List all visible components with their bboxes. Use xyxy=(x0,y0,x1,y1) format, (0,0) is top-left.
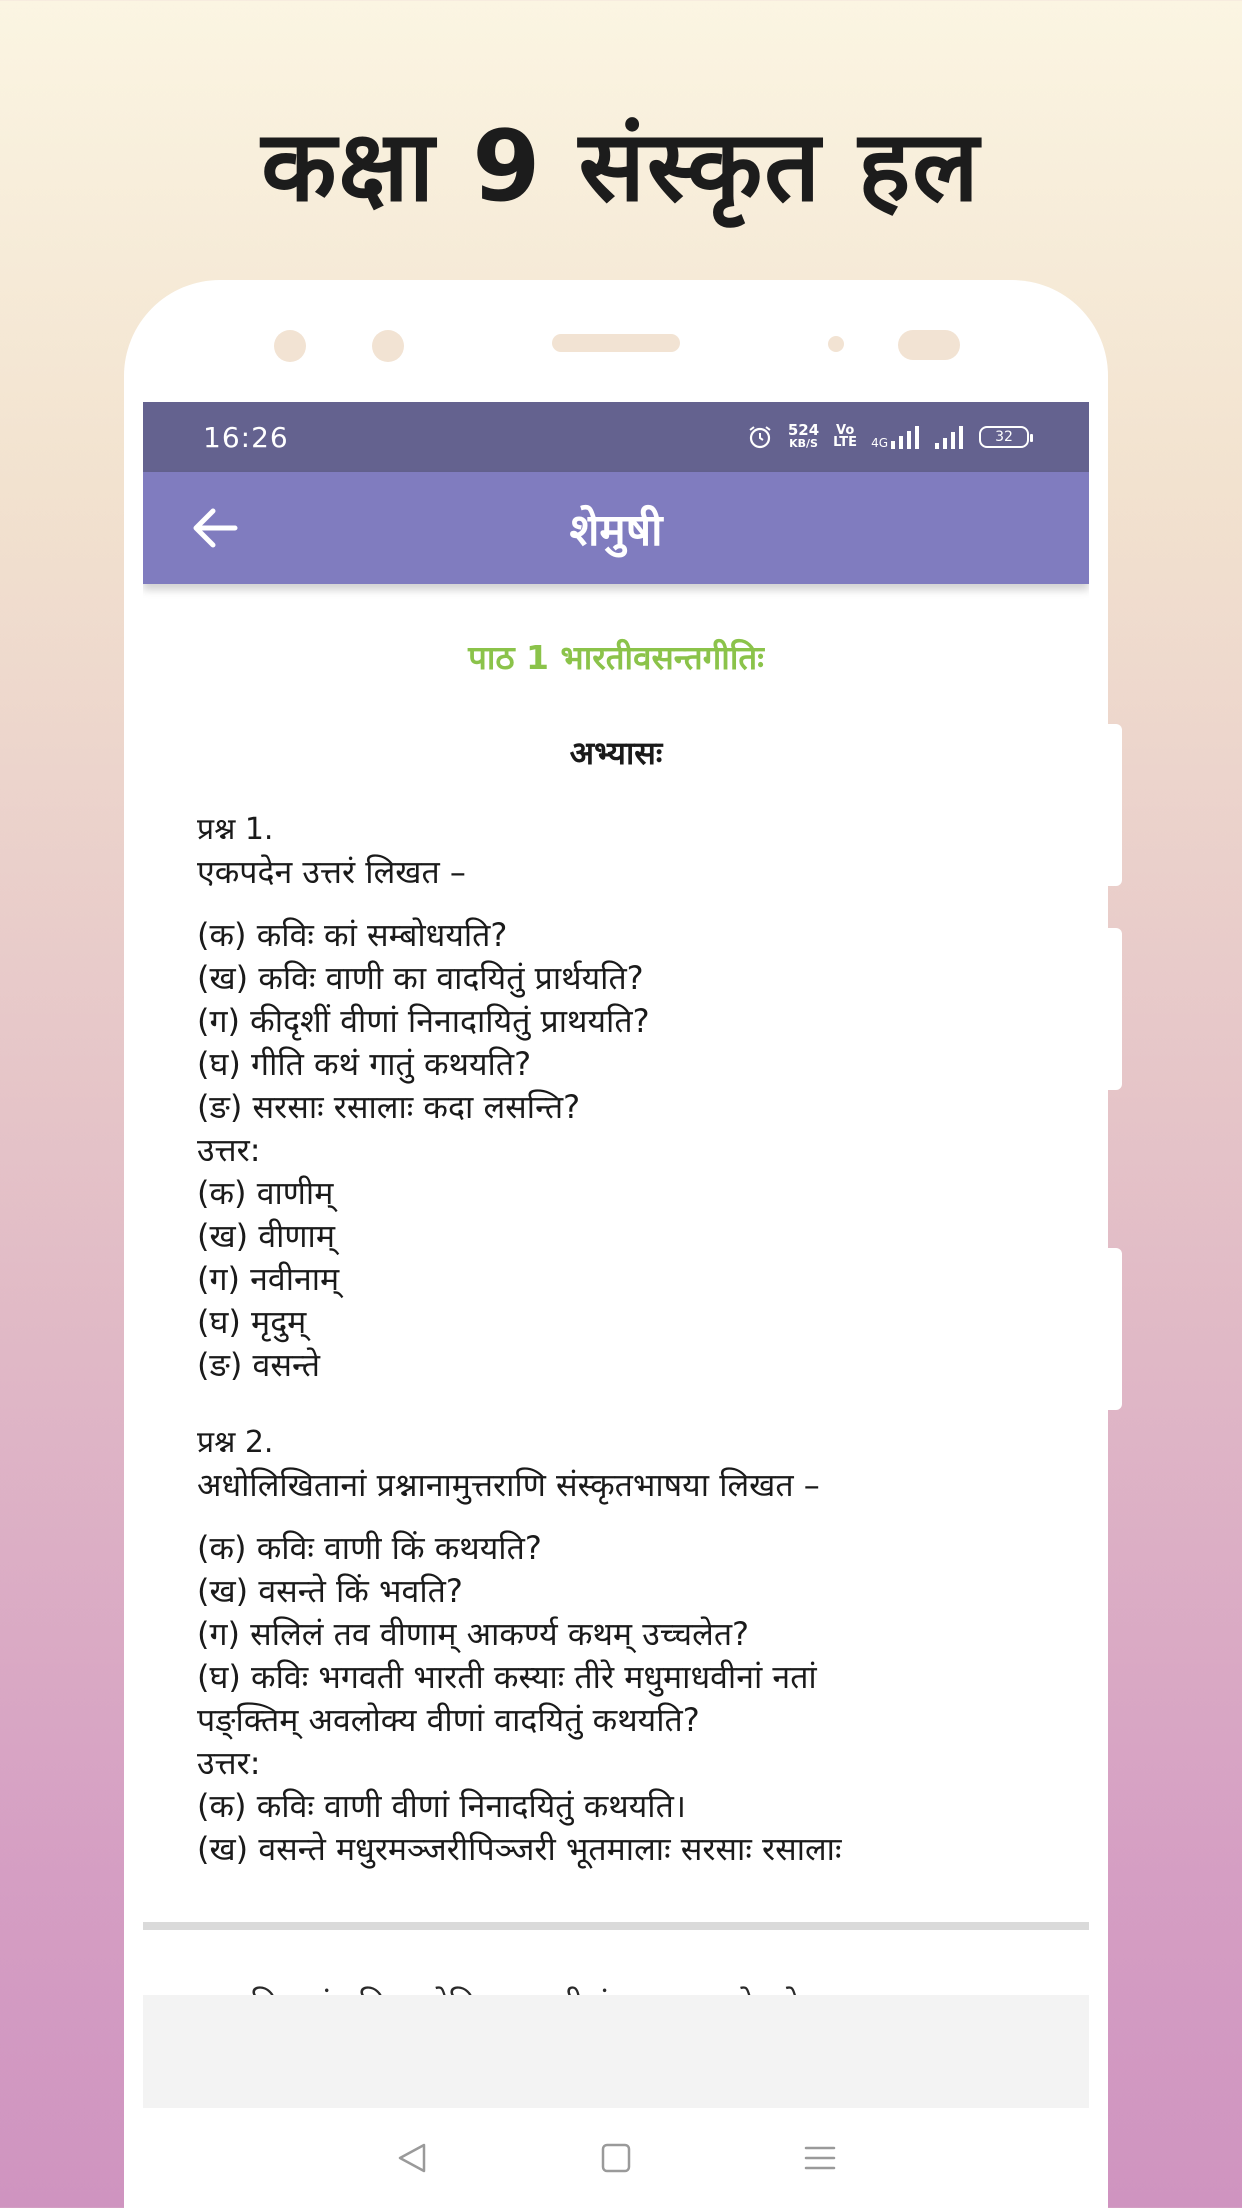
section-heading: अभ्यासः xyxy=(569,734,663,772)
side-tab xyxy=(1108,928,1122,1090)
app-title: शेमुषी xyxy=(569,505,663,556)
side-tab xyxy=(1108,1248,1122,1410)
question-item: (ङ) सरसाः रसालाः कदा लसन्ति? xyxy=(197,1088,581,1126)
camera-dot xyxy=(274,330,306,362)
triangle-back-icon xyxy=(394,2140,430,2176)
speaker-grille xyxy=(552,334,680,352)
volte-indicator xyxy=(833,425,857,449)
network-label: 4G xyxy=(871,436,888,450)
app-screen xyxy=(143,402,1089,2108)
question-number: प्रश्न 1. xyxy=(197,812,274,847)
question-item: (ख) कविः वाणी का वादयितुं प्रार्थयति? xyxy=(197,959,644,997)
question-number: प्रश्न 2. xyxy=(197,1425,274,1460)
answer-item: (घ) मृदुम् xyxy=(197,1303,307,1341)
question-item: (घ) कविः भगवती भारती कस्याः तीरे मधुमाधवीनां नतां xyxy=(197,1658,817,1696)
question-item: (ग) सलिलं तव वीणाम् आकर्ण्य कथम् उच्चलेत? xyxy=(197,1615,750,1653)
question-item: (क) कविः वाणी किं कथयति? xyxy=(197,1529,542,1567)
battery-icon xyxy=(979,426,1029,448)
status-icons xyxy=(746,423,1029,451)
network-speed xyxy=(788,423,819,451)
lesson-content xyxy=(143,634,1089,1871)
question-instruction: एकपदेन उत्तरं लिखत – xyxy=(197,853,466,891)
system-nav-bar xyxy=(124,2108,1108,2208)
proximity-dot xyxy=(828,336,844,352)
menu-lines-icon xyxy=(802,2140,838,2176)
speed-value: 524 xyxy=(787,421,820,439)
answer-item: (क) कविः वाणी वीणां निनादयितुं कथयति। xyxy=(197,1787,686,1825)
signal-bars-icon xyxy=(935,425,965,449)
answer-item: (ख) वसन्ते मधुरमञ्जरीपिञ्जरी भूतमालाः सरसाः रसालाः xyxy=(197,1830,842,1868)
back-arrow-icon[interactable] xyxy=(191,506,239,550)
answer-item: (ङ) वसन्ते xyxy=(197,1346,321,1384)
question-item: (क) कविः कां सम्बोधयति? xyxy=(197,916,508,954)
lesson-title: पाठ 1 भारतीवसन्तगीतिः xyxy=(468,638,764,677)
question-block-2 xyxy=(197,1421,1035,1871)
answer-item: (क) वाणीम् xyxy=(197,1174,334,1212)
content-divider xyxy=(143,1922,1089,1930)
volte-top: Vo xyxy=(835,423,855,438)
speed-unit: KB/S xyxy=(789,437,818,450)
answer-label: उत्तर: xyxy=(197,1744,261,1782)
side-tab xyxy=(1108,724,1122,886)
question-item: (ग) कीदृशीं वीणां निनादायितुं प्राथयति? xyxy=(197,1002,650,1040)
nav-menu-button[interactable] xyxy=(798,2136,842,2180)
status-bar xyxy=(143,402,1089,472)
answer-item: (ग) नवीनाम् xyxy=(197,1260,340,1298)
question-item: पङ्क्तिम् अवलोक्य वीणां वादयितुं कथयति? xyxy=(197,1701,700,1739)
answer-item: (ख) वीणाम् xyxy=(197,1217,335,1255)
square-home-icon xyxy=(598,2140,634,2176)
promo-headline: कक्षा 9 संस्कृत हल xyxy=(261,110,981,224)
front-camera xyxy=(898,330,960,360)
app-bar xyxy=(143,472,1089,584)
signal-bars-icon xyxy=(891,425,921,449)
status-time: 16:26 xyxy=(203,420,289,454)
volte-bottom: LTE xyxy=(833,435,858,450)
nav-back-button[interactable] xyxy=(390,2136,434,2180)
question-item: (घ) गीति कथं गातुं कथयति? xyxy=(197,1045,532,1083)
battery-level: 32 xyxy=(995,429,1013,445)
question-block-1 xyxy=(197,808,1035,1387)
signal-4g xyxy=(871,425,921,449)
ad-placeholder xyxy=(143,1995,1089,2108)
nav-home-button[interactable] xyxy=(594,2136,638,2180)
alarm-icon xyxy=(746,423,774,451)
sensor-dot xyxy=(372,330,404,362)
question-instruction: अधोलिखितानां प्रश्नानामुत्तराणि संस्कृतभाषया लिखत – xyxy=(197,1466,820,1504)
answer-label: उत्तर: xyxy=(197,1131,261,1169)
question-item: (ख) वसन्ते किं भवति? xyxy=(197,1572,463,1610)
